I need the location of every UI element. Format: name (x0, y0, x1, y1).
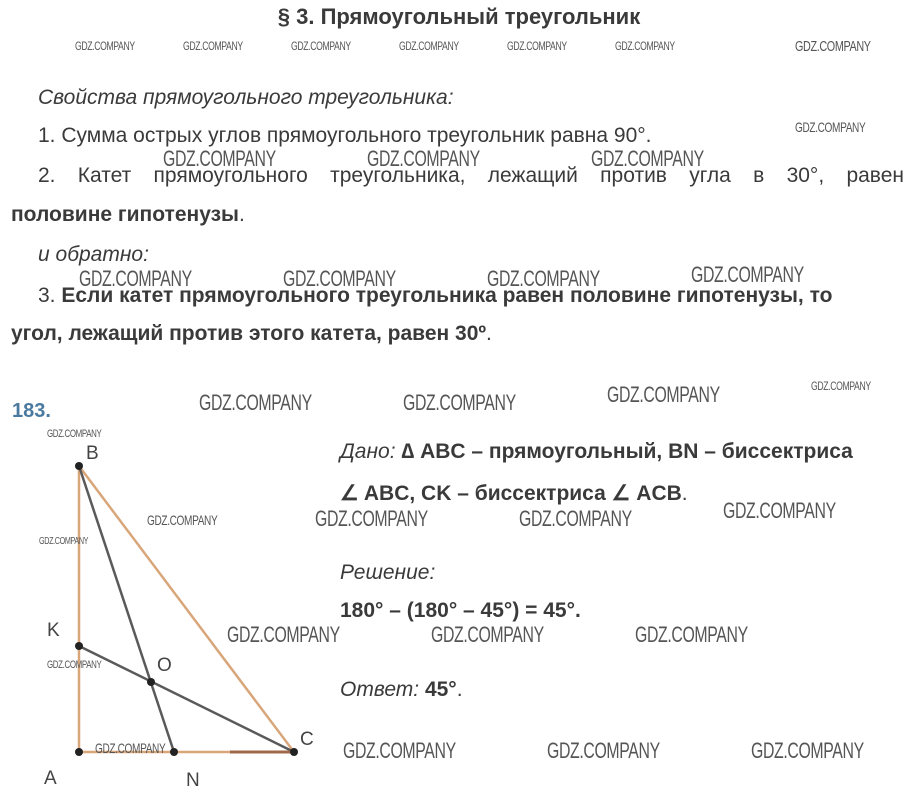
watermark: GDZ.COMPANY (403, 390, 516, 415)
watermark: GDZ.COMPANY (183, 39, 243, 53)
triangle-sides (79, 466, 294, 752)
converse-label: и обратно: (38, 243, 149, 266)
label-o: O (157, 655, 172, 676)
watermark: GDZ.COMPANY (227, 622, 340, 647)
answer-label: Ответ: (340, 678, 420, 701)
page-title: § 3. Прямоугольный треугольник (277, 4, 641, 29)
property-2-end: . (238, 203, 245, 226)
watermark: GDZ.COMPANY (95, 740, 166, 756)
watermark: GDZ.COMPANY (75, 39, 135, 53)
watermark: GDZ.COMPANY (519, 506, 632, 531)
watermark: GDZ.COMPANY (367, 146, 480, 171)
point-b (75, 462, 83, 470)
point-c (290, 748, 298, 756)
bisector-bn (79, 466, 174, 752)
solution-label: Решение: (340, 561, 436, 584)
label-n: N (186, 770, 200, 791)
point-k (75, 642, 83, 650)
watermark: GDZ.COMPANY (343, 738, 456, 763)
given-text-2: ∠ ABC, CK – биссектриса ∠ ACB (340, 482, 682, 505)
vertex-labels (44, 443, 314, 791)
property-2-bold: половине гипотенузы (11, 203, 239, 226)
watermark: GDZ.COMPANY (795, 119, 866, 135)
label-c: C (300, 729, 314, 750)
properties-heading: Свойства прямоугольного треугольника: (38, 86, 454, 109)
property-2-line1: 2. Катет прямоугольного треугольника, лежащий против угла в 30°, равен (38, 164, 904, 187)
watermark: GDZ.COMPANY (615, 39, 675, 53)
watermark: GDZ.COMPANY (751, 738, 864, 763)
property-3-bold-1: Если катет прямоугольного треугольника равен половине гипотенузы, то (61, 284, 833, 307)
watermark: GDZ.COMPANY (431, 622, 544, 647)
watermark: GDZ.COMPANY (315, 506, 428, 531)
label-k: K (47, 620, 60, 641)
watermark: GDZ.COMPANY (487, 266, 600, 291)
answer-end: . (456, 678, 463, 701)
watermark: GDZ.COMPANY (163, 146, 276, 171)
given-end: . (681, 482, 688, 505)
watermark: GDZ.COMPANY (79, 266, 192, 291)
watermark: GDZ.COMPANY (47, 428, 102, 440)
property-3-number: 3. (38, 284, 62, 307)
watermark: GDZ.COMPANY (635, 622, 748, 647)
label-a: A (44, 768, 57, 789)
point-a (75, 748, 83, 756)
answer-value: 45° (419, 678, 457, 701)
watermark: GDZ.COMPANY (47, 659, 102, 671)
solution-equation: 180° – (180° – 45°) = 45°. (340, 599, 581, 622)
given-text-1: ∆ ABC – прямоугольный, BN – биссектриса (395, 440, 853, 463)
watermark: GDZ.COMPANY (723, 498, 836, 523)
watermark: GDZ.COMPANY (283, 266, 396, 291)
watermark: GDZ.COMPANY (795, 38, 871, 55)
watermark: GDZ.COMPANY (147, 512, 218, 528)
problem-number: 183. (12, 400, 51, 422)
watermark: GDZ.COMPANY (691, 262, 804, 287)
watermark: GDZ.COMPANY (547, 738, 660, 763)
bisector-ck (79, 646, 294, 752)
property-1: 1. Сумма острых углов прямоугольного треугольник равна 90°. (38, 124, 652, 147)
property-3-bold-2: угол, лежащий против этого катета, равен 30º (11, 322, 487, 345)
watermark: GDZ.COMPANY (507, 39, 567, 53)
watermark: GDZ.COMPANY (291, 39, 351, 53)
property-3-end: . (486, 322, 492, 345)
watermark: GDZ.COMPANY (199, 390, 312, 415)
watermark: GDZ.COMPANY (607, 382, 720, 407)
point-o (147, 678, 155, 686)
watermark: GDZ.COMPANY (39, 536, 89, 547)
watermark: GDZ.COMPANY (811, 379, 871, 393)
side-bc (79, 466, 294, 752)
given-label: Дано: (340, 440, 396, 463)
watermark: GDZ.COMPANY (591, 146, 704, 171)
watermark: GDZ.COMPANY (399, 39, 459, 53)
point-n (170, 748, 178, 756)
label-b: B (86, 443, 99, 464)
